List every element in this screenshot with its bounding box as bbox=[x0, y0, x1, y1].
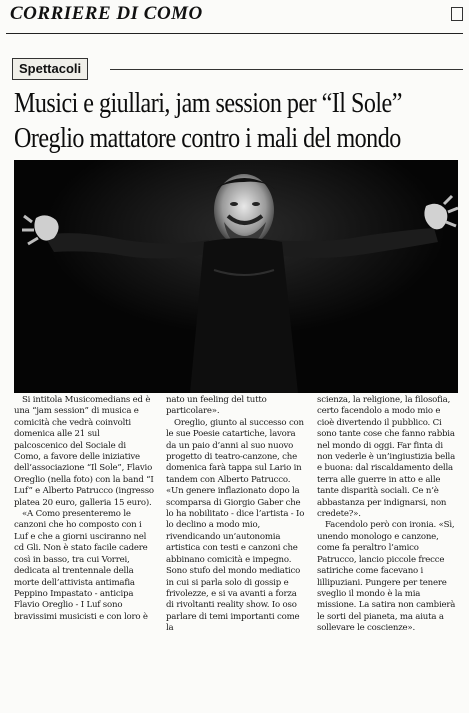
headline bbox=[14, 86, 401, 156]
headline-line-2: Oreglio mattatore contro i mali del mondo bbox=[14, 123, 401, 154]
masthead bbox=[6, 3, 463, 25]
section-label: Spettacoli bbox=[12, 58, 88, 80]
article-paragraph: scienza, la religione, la filosofia, certo facendolo a modo mio e cioè divertendo il pubblico. Ci sono tante cose che fanno rabbia nel mondo di oggi. Far finta di non vederle è un’ingiustizia bella e buona: dal riscaldamento della terra alle guerre in atto e alle tante disparità sociali. Ce n’è abbastanza per indignarsi, non credete?». bbox=[317, 395, 456, 520]
article-column-3 bbox=[317, 395, 458, 707]
top-rule bbox=[6, 33, 463, 34]
article-photo bbox=[14, 160, 458, 393]
masthead-title: CORRIERE DI COMO bbox=[10, 3, 203, 24]
article-column-2 bbox=[166, 395, 307, 707]
article-column-1 bbox=[14, 395, 155, 707]
performer-photo bbox=[14, 160, 458, 393]
masthead-corner-box bbox=[451, 7, 463, 21]
article-paragraph: Si intitola Musicomedians ed è una “jam session” di musica e comicità che vedrà coinvolti domenica alle 21 sul palcoscenico del Sociale di Como, a favore delle iniziative dell’associazione “Il Sole”, Flavio Oreglio (nella foto) con la band “I Luf” e Alberto Patrucco (ingresso platea 20 euro, galleria 15 euro). bbox=[14, 395, 154, 508]
section-header bbox=[12, 58, 463, 80]
article-paragraph: nato un feeling del tutto particolare». bbox=[166, 395, 267, 417]
article-paragraph: «A Como presenteremo le canzoni che ho composto con i Luf e che a giorni usciranno nel cd Gli. Non è stato facile cadere così in basso, tra cui Vorrei, dedicata al trentennale della morte dell’attivista antimafia Peppino Impastato - anticipa Flavio Oreglio - I Luf sono bravissimi musicisti e con loro è bbox=[14, 509, 148, 622]
article-paragraph: Facendolo però con ironia. «Sì, unendo monologo e canzone, come fa peraltro l’amico Patrucco, lancio piccole frecce satiriche come facevano i lillipuziani. Pungere per tenere sveglio il mondo è la mia missione. La satira non cambierà le sorti del pianeta, ma aiuta a sollevare le coscienze». bbox=[317, 520, 456, 634]
headline-line-1: Musici e giullari, jam session per “Il Sole” bbox=[14, 88, 402, 119]
section-rule bbox=[110, 69, 463, 70]
article-paragraph: Oreglio, giunto al successo con le sue Poesie catartiche, lavora da un paio d’anni al suo nuovo progetto di teatro-canzone, che domenica farà tappa sul Lario in tandem con Alberto Patrucco. «Un genere inflazionato dopo la scomparsa di Giorgio Gaber che lo ha nobilitato - dice l’artista - Io lo declino a modo mio, rivendicando un’autonomia artistica con testi e canzoni che abbinano comicità e impegno. Sono stufo del mondo mediatico in cui si parla solo di gossip e frivolezze, e si va avanti a forza di rivoltanti reality show. Io oso parlare di temi importanti come la bbox=[166, 417, 305, 634]
article-body bbox=[14, 395, 458, 707]
